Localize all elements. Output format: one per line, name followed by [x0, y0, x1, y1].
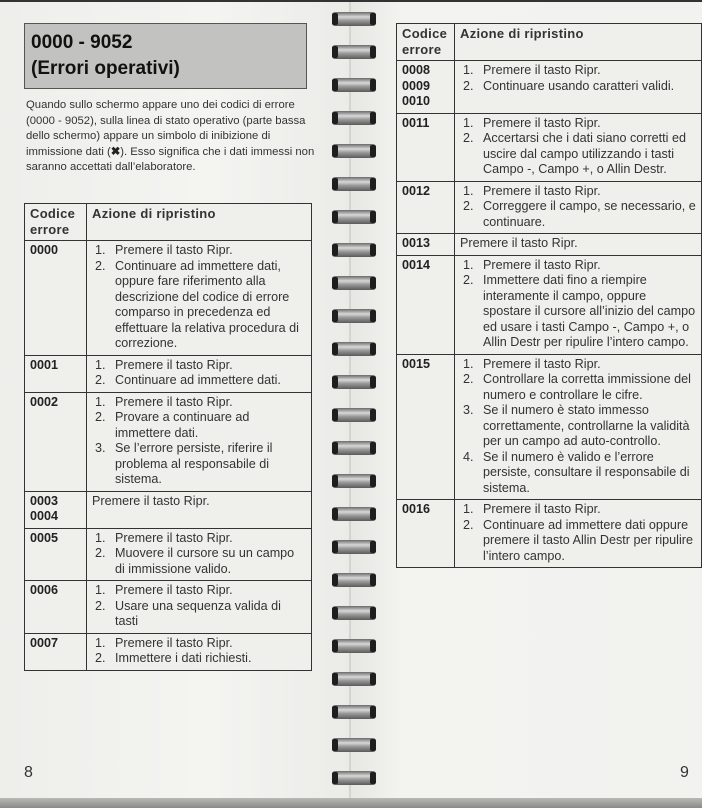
error-code-cell	[25, 633, 87, 670]
step-number: 3.	[95, 441, 106, 455]
step-text: Premere il tasto Ripr.	[115, 635, 233, 650]
error-code: 0013	[402, 236, 431, 250]
coil-ring	[332, 573, 376, 587]
step-number: 1.	[95, 530, 106, 545]
action-step	[460, 273, 697, 351]
step-number: 1.	[95, 357, 106, 372]
step-number: 2.	[463, 517, 474, 532]
step-number: 1.	[463, 63, 474, 77]
section-title-range: 0000 - 9052	[31, 32, 133, 53]
action-step	[92, 651, 307, 667]
header-code-line1: Codice	[30, 206, 76, 221]
coil-ring	[332, 408, 376, 422]
error-code: 0000	[30, 243, 59, 257]
table-row	[397, 234, 702, 256]
step-number: 3.	[463, 403, 474, 417]
coil-ring	[332, 144, 376, 158]
action-text: Premere il tasto Ripr.	[460, 236, 578, 250]
spiral-coil	[332, 111, 376, 125]
intro-text-start: Quando sullo schermo appare uno dei codici di errore (0000 - 9052), sulla linea di stato operativo (parte bassa dello schermo) appare un simbolo di inibizione di immissione dati (	[26, 99, 306, 158]
coil-ring	[332, 177, 376, 191]
step-text: Controllare la corretta immissione del numero e controllare le cifre.	[483, 372, 691, 402]
action-step	[460, 357, 697, 373]
action-cell	[87, 528, 312, 581]
step-number: 1.	[95, 583, 106, 597]
step-text: Se il numero è stato immesso correttamente, controllarne la validità per un campo ad auto-controllo.	[483, 403, 690, 448]
action-step	[460, 403, 697, 450]
table-row	[397, 113, 702, 181]
error-code: 0012	[402, 183, 431, 198]
step-text: Premere il tasto Ripr.	[483, 63, 601, 77]
top-edge	[0, 0, 702, 2]
table-row	[25, 241, 312, 356]
action-step	[92, 243, 307, 259]
step-number: 1.	[463, 115, 474, 130]
action-text: Premere il tasto Ripr.	[92, 493, 210, 508]
coil-ring	[332, 111, 376, 125]
error-table-left	[24, 203, 312, 671]
error-code: 0014	[402, 257, 431, 272]
error-code-cell	[397, 61, 455, 114]
action-step	[92, 636, 307, 652]
step-text: Se l’errore persiste, riferire il problema al responsabile di sistema.	[115, 441, 273, 486]
coil-ring	[332, 639, 376, 653]
step-number: 2.	[463, 372, 474, 386]
spiral-coil	[332, 243, 376, 257]
spiral-coil	[332, 540, 376, 554]
spiral-coil	[332, 144, 376, 158]
header-code-line2: errore	[30, 221, 70, 237]
page-number-left: 8	[24, 764, 33, 781]
step-number: 4.	[463, 449, 474, 464]
step-text: Premere il tasto Ripr.	[483, 502, 601, 516]
spiral-coil	[332, 705, 376, 719]
action-step	[460, 450, 697, 497]
coil-ring	[332, 441, 376, 455]
step-text: Premere il tasto Ripr.	[115, 243, 233, 257]
error-code-cell	[25, 355, 87, 392]
action-cell	[87, 392, 312, 491]
step-number: 1.	[463, 356, 474, 371]
step-number: 2.	[95, 258, 106, 273]
table-header-row	[25, 204, 312, 241]
intro-text-end: ). Esso significa che i dati immessi non saranno accettati dall’elaboratore.	[26, 145, 315, 173]
action-step	[460, 199, 697, 230]
error-code-cell	[397, 354, 455, 500]
step-number: 1.	[463, 257, 474, 272]
action-step	[460, 518, 697, 565]
error-code: 0010	[402, 94, 431, 108]
step-text: Premere il tasto Ripr.	[483, 356, 601, 371]
step-text: Usare una sequenza valida di tasti	[115, 598, 281, 628]
action-cell	[87, 355, 312, 392]
spiral-coil	[332, 474, 376, 488]
action-cell	[87, 491, 312, 528]
coil-ring	[332, 375, 376, 389]
error-code-cell	[25, 491, 87, 528]
coil-ring	[332, 45, 376, 59]
step-text: Continuare ad immettere dati oppure premere il tasto Allin Destr per ripulire l’intero campo.	[483, 517, 693, 563]
step-text: Continuare ad immettere dati.	[115, 373, 281, 387]
intro-paragraph	[26, 98, 326, 176]
spiral-coil	[332, 573, 376, 587]
header-code-line2: errore	[402, 41, 442, 57]
step-text: Provare a continuare ad immettere dati.	[115, 410, 250, 440]
action-step	[92, 441, 307, 488]
spiral-coil	[332, 342, 376, 356]
coil-ring	[332, 474, 376, 488]
header-code	[397, 24, 455, 61]
step-number: 1.	[95, 635, 106, 650]
table-row	[25, 392, 312, 491]
step-text: Continuare ad immettere dati, oppure fare riferimento alla descrizione del codice di errore comparso in precedenza ed effettuare la relativa procedura di correzione.	[115, 258, 299, 350]
step-text: Premere il tasto Ripr.	[115, 583, 233, 597]
error-code: 0004	[30, 509, 59, 523]
action-cell	[87, 633, 312, 670]
error-code: 0005	[30, 530, 59, 545]
coil-ring	[332, 12, 376, 26]
error-code: 0006	[30, 583, 59, 597]
table-row	[25, 355, 312, 392]
step-number: 2.	[463, 199, 474, 213]
action-cell	[87, 581, 312, 634]
section-title-box	[24, 23, 307, 89]
error-code-cell	[397, 113, 455, 181]
table-row	[397, 500, 702, 568]
error-table-right	[396, 23, 702, 568]
spiral-coil	[332, 771, 376, 785]
action-step	[92, 583, 307, 599]
action-step	[460, 63, 697, 79]
action-step	[92, 373, 307, 389]
action-step	[92, 410, 307, 441]
step-text: Premere il tasto Ripr.	[483, 115, 601, 130]
error-code: 0001	[30, 357, 59, 372]
action-step	[460, 131, 697, 178]
step-text: Premere il tasto Ripr.	[115, 394, 233, 409]
spiral-coil	[332, 276, 376, 290]
coil-ring	[332, 210, 376, 224]
action-cell	[455, 354, 702, 500]
header-action: Azione di ripristino	[87, 204, 312, 241]
step-text: Premere il tasto Ripr.	[115, 357, 233, 372]
table-row	[397, 255, 702, 354]
step-text: Continuare usando caratteri validi.	[483, 78, 675, 93]
step-text: Correggere il campo, se necessario, e continuare.	[483, 199, 696, 229]
step-text: Premere il tasto Ripr.	[483, 257, 601, 272]
step-number: 1.	[463, 502, 474, 516]
action-step	[92, 358, 307, 374]
error-code-cell	[25, 581, 87, 634]
action-cell	[455, 500, 702, 568]
section-title-name: (Errori operativi)	[31, 58, 180, 79]
coil-ring	[332, 672, 376, 686]
step-number: 2.	[95, 651, 106, 665]
error-code-cell	[25, 241, 87, 356]
step-number: 2.	[95, 410, 106, 424]
step-text: Muovere il cursore su un campo di immissione valido.	[115, 546, 295, 576]
step-text: Premere il tasto Ripr.	[483, 183, 601, 198]
error-code: 0011	[402, 115, 430, 130]
spiral-coil	[332, 507, 376, 521]
table-row	[25, 633, 312, 670]
page-number-right: 9	[680, 764, 689, 781]
action-cell	[87, 241, 312, 356]
table-row	[25, 581, 312, 634]
step-number: 1.	[463, 183, 474, 198]
bottom-edge	[0, 798, 702, 808]
error-code-cell	[397, 255, 455, 354]
error-code-cell	[397, 181, 455, 234]
action-cell	[455, 255, 702, 354]
table-row	[397, 354, 702, 500]
action-step	[92, 531, 307, 547]
action-step	[92, 599, 307, 630]
spiral-coil	[332, 177, 376, 191]
table-row	[25, 528, 312, 581]
spiral-coil	[332, 639, 376, 653]
action-step	[92, 546, 307, 577]
coil-ring	[332, 606, 376, 620]
spiral-coil	[332, 738, 376, 752]
table-header-row	[397, 24, 702, 61]
spiral-coil	[332, 45, 376, 59]
error-code-cell	[25, 392, 87, 491]
step-number: 1.	[95, 243, 106, 257]
step-text: Immettere dati fino a riempire interamente il campo, oppure spostare il cursore all’inizio del campo ed usare i tasti Campo -, Campo +, o Allin Destr per ripulire l’intero campo.	[483, 273, 696, 349]
table-row	[25, 491, 312, 528]
error-code: 0008	[402, 63, 431, 77]
input-inhibit-icon: ✖	[110, 145, 121, 158]
step-number: 2.	[463, 131, 474, 145]
action-cell	[455, 61, 702, 114]
action-step	[92, 395, 307, 411]
coil-ring	[332, 309, 376, 323]
spiral-coil	[332, 441, 376, 455]
spiral-coil	[332, 309, 376, 323]
coil-ring	[332, 342, 376, 356]
step-text: Se il numero è valido e l’errore persiste, consultare il responsabile di sistema.	[483, 449, 690, 495]
action-step	[92, 259, 307, 352]
step-number: 1.	[95, 394, 106, 409]
spiral-coil	[332, 210, 376, 224]
action-step	[460, 372, 697, 403]
spiral-coil	[332, 606, 376, 620]
error-code: 0007	[30, 635, 59, 650]
step-number: 2.	[95, 546, 106, 560]
header-code	[25, 204, 87, 241]
coil-ring	[332, 705, 376, 719]
action-step	[460, 79, 697, 95]
step-text: Premere il tasto Ripr.	[115, 530, 233, 545]
step-text: Accertarsi che i dati siano corretti ed uscire dal campo utilizzando i tasti Campo -, Campo +, o Allin Destr.	[483, 131, 686, 176]
error-code-cell	[397, 234, 455, 256]
step-number: 2.	[463, 78, 474, 93]
step-number: 2.	[463, 273, 474, 287]
action-step	[460, 502, 697, 518]
action-cell	[455, 181, 702, 234]
step-number: 2.	[95, 598, 106, 613]
coil-ring	[332, 738, 376, 752]
action-cell	[455, 234, 702, 256]
error-code: 0003	[30, 493, 59, 508]
error-code-cell	[397, 500, 455, 568]
table-row	[397, 61, 702, 114]
coil-ring	[332, 78, 376, 92]
action-step	[460, 184, 697, 200]
error-code: 0016	[402, 502, 431, 516]
coil-ring	[332, 276, 376, 290]
action-step	[460, 258, 697, 274]
error-code: 0015	[402, 356, 431, 371]
table-row	[397, 181, 702, 234]
coil-ring	[332, 771, 376, 785]
spiral-coil	[332, 408, 376, 422]
error-code-cell	[25, 528, 87, 581]
coil-ring	[332, 243, 376, 257]
spiral-coil	[332, 375, 376, 389]
spiral-coil	[332, 672, 376, 686]
step-number: 2.	[95, 373, 106, 387]
coil-ring	[332, 507, 376, 521]
error-code: 0009	[402, 78, 431, 93]
error-code: 0002	[30, 394, 59, 409]
step-text: Immettere i dati richiesti.	[115, 651, 252, 665]
spiral-coil	[332, 78, 376, 92]
action-cell	[455, 113, 702, 181]
header-action: Azione di ripristino	[455, 24, 702, 61]
spiral-coil	[332, 12, 376, 26]
action-step	[460, 116, 697, 132]
coil-ring	[332, 540, 376, 554]
header-code-line1: Codice	[402, 26, 448, 41]
